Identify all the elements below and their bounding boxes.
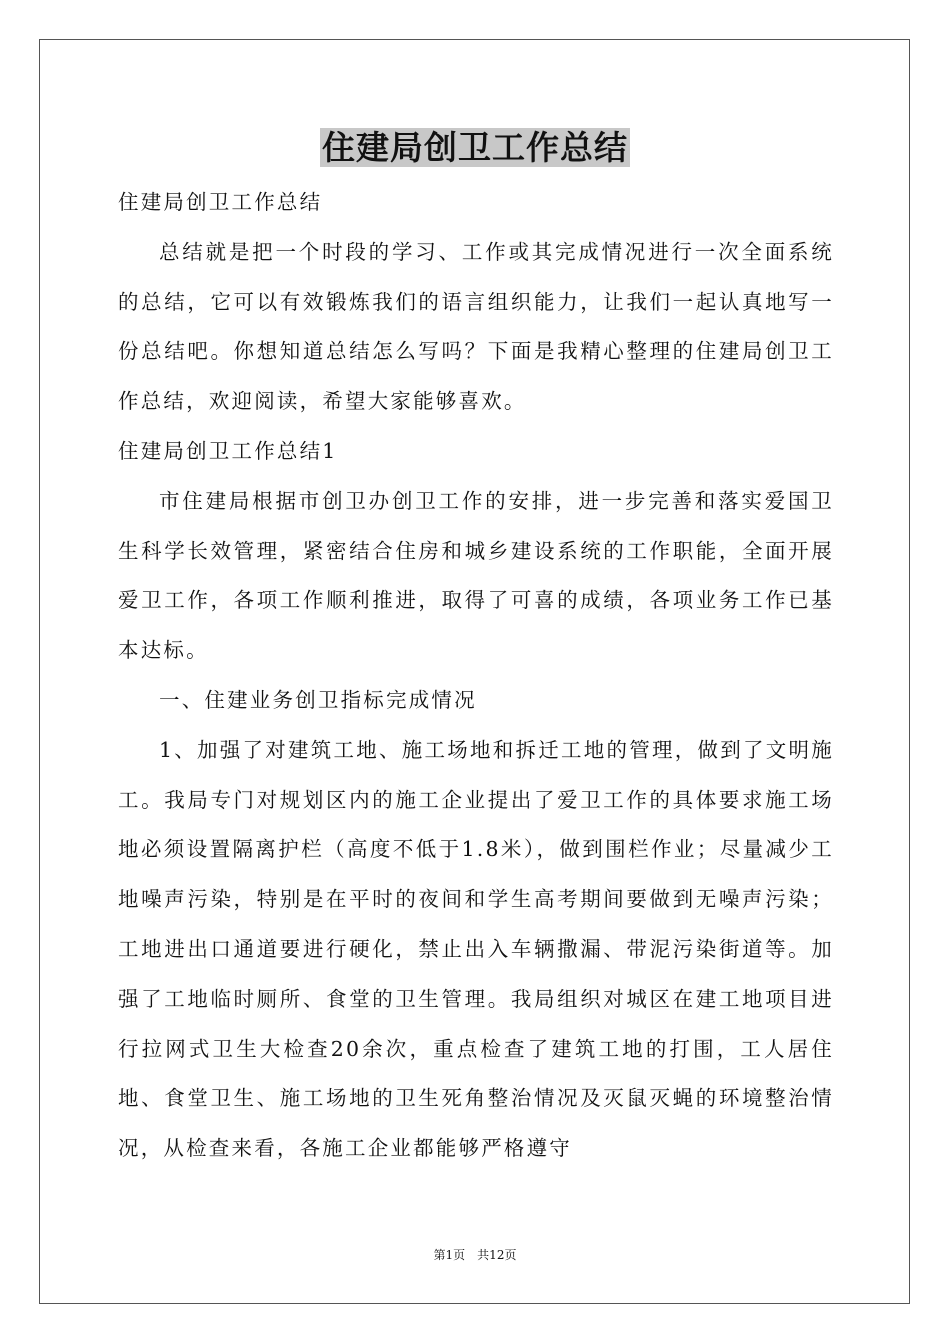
paragraph-section-heading: 住建局创卫工作总结1 xyxy=(118,438,338,463)
paragraph-intro: 总结就是把一个时段的学习、工作或其完成情况进行一次全面系统的总结，它可以有效锻炼我们的语言组织能力，让我们一起认真地写一份总结吧。你想知道总结怎么写吗？下面是我精心整理的住建局创卫工作总结，欢迎阅读，希望大家能够喜欢。 xyxy=(118,239,834,414)
paragraph-subtitle: 住建局创卫工作总结 xyxy=(118,190,323,214)
title-text: 住建局创卫工作总结 xyxy=(322,128,628,167)
page-footer xyxy=(0,1245,950,1265)
paragraph-overview: 市住建局根据市创卫办创卫工作的安排，进一步完善和落实爱国卫生科学长效管理，紧密结合住房和城乡建设系统的工作职能，全面开展爱卫工作，各项工作顺利推进，取得了可喜的成绩，各项业务工作已基本达标。 xyxy=(118,488,834,663)
document-body xyxy=(118,178,834,1174)
document-title xyxy=(0,126,950,170)
page-number: 第1页 共12页 xyxy=(433,1248,517,1262)
paragraph-heading-1: 一、住建业务创卫指标完成情况 xyxy=(159,687,477,712)
paragraph-item-1: 1、加强了对建筑工地、施工场地和拆迁工地的管理，做到了文明施工。我局专门对规划区内的施工企业提出了爱卫工作的具体要求施工场地必须设置隔离护栏（高度不低于1.8米），做到围栏作业；尽量减少工地噪声污染，特别是在平时的夜间和学生高考期间要做到无噪声污染；工地进出口通道要进行硬化，禁止出入车辆撒漏、带泥污染街道等。加强了工地临时厕所、食堂的卫生管理。我局组织对城区在建工地项目进行拉网式卫生大检查20余次，重点检查了建筑工地的打围，工人居住地、食堂卫生、施工场地的卫生死角整治情况及灭鼠灭蝇的环境整治情况，从检查来看，各施工企业都能够严格遵守 xyxy=(118,737,834,1161)
